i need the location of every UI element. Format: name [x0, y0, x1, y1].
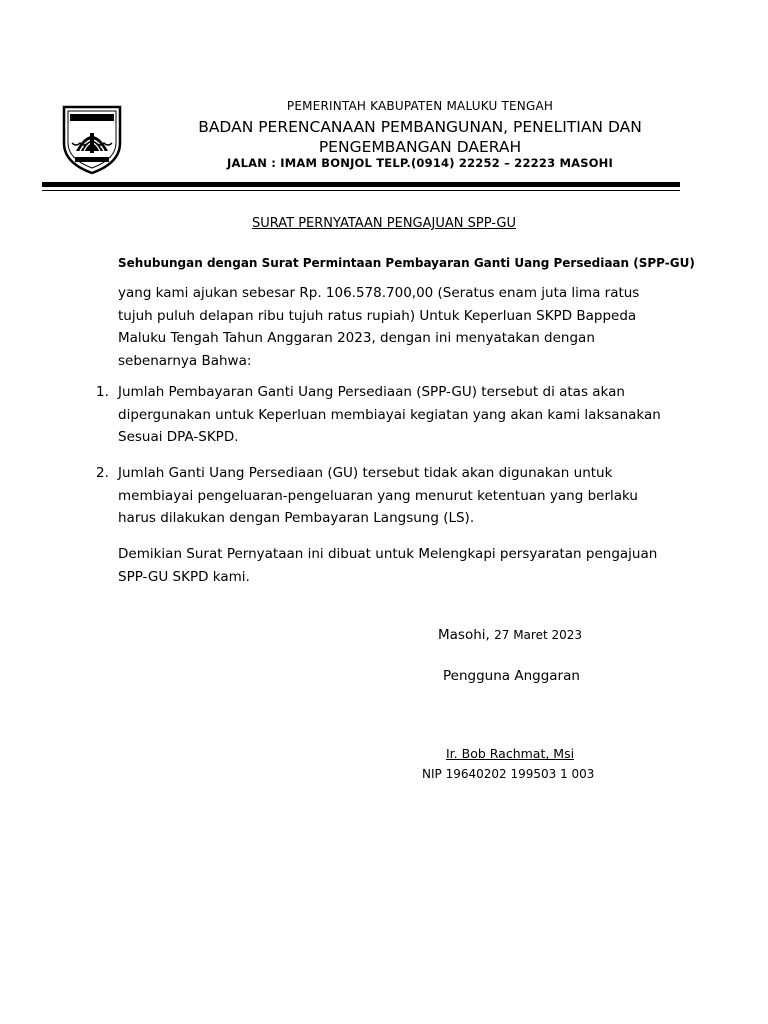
closing-paragraph: Demikian Surat Pernyataan ini dibuat untuk Melengkapi persyaratan pengajuan SPP-GU SKPD kami. [118, 546, 658, 585]
letterhead-divider-thin [42, 190, 680, 191]
signature-role: Pengguna Anggaran [443, 668, 580, 684]
letterhead-agency [150, 117, 690, 157]
letterhead-divider-thick [42, 182, 680, 187]
intro-bold-line: Sehubungan dengan Surat Permintaan Pembayaran Ganti Uang Persediaan (SPP-GU) [118, 256, 695, 270]
signature-date: 27 Maret 2023 [494, 628, 583, 642]
regional-emblem-icon [58, 103, 126, 175]
document-title: SURAT PERNYATAAN PENGAJUAN SPP-GU [251, 216, 517, 231]
list-item-1-number: 1. [96, 384, 109, 400]
list-item-2-text: Jumlah Ganti Uang Persediaan (GU) tersebut tidak akan digunakan untuk membiayai pengeluaran-pengeluaran yang menurut ketentuan yang berlaku harus dilakukan dengan Pembayaran Langsung (LS). [118, 465, 638, 526]
signature-place: Masohi, [438, 627, 490, 643]
list-item-2-number: 2. [96, 465, 109, 481]
letterhead-agency-line2: PENGEMBANGAN DAERAH [318, 138, 522, 156]
signatory-nip: NIP 19640202 199503 1 003 [422, 767, 595, 781]
signatory-name: Ir. Bob Rachmat, Msi [446, 746, 575, 761]
letterhead-agency-line1: BADAN PERENCANAAN PEMBANGUNAN, PENELITIAN DAN [198, 118, 642, 136]
letterhead-address: JALAN : IMAM BONJOL TELP.(0914) 22252 – 22223 MASOHI [227, 156, 613, 170]
signature-place-date [438, 627, 582, 643]
intro-paragraph: yang kami ajukan sebesar Rp. 106.578.700,00 (Seratus enam juta lima ratus tujuh puluh delapan ribu tujuh ratus rupiah) Untuk Keperluan SKPD Bappeda Maluku Tengah Tahun Anggaran 2023, dengan ini menyatakan dengan sebenarnya Bahwa: [118, 285, 640, 369]
letterhead-government: PEMERINTAH KABUPATEN MALUKU TENGAH [286, 99, 554, 113]
list-item-1-text: Jumlah Pembayaran Ganti Uang Persediaan (SPP-GU) tersebut di atas akan dipergunakan untuk Keperluan membiayai kegiatan yang akan kami laksanakan Sesuai DPA-SKPD. [118, 384, 661, 445]
